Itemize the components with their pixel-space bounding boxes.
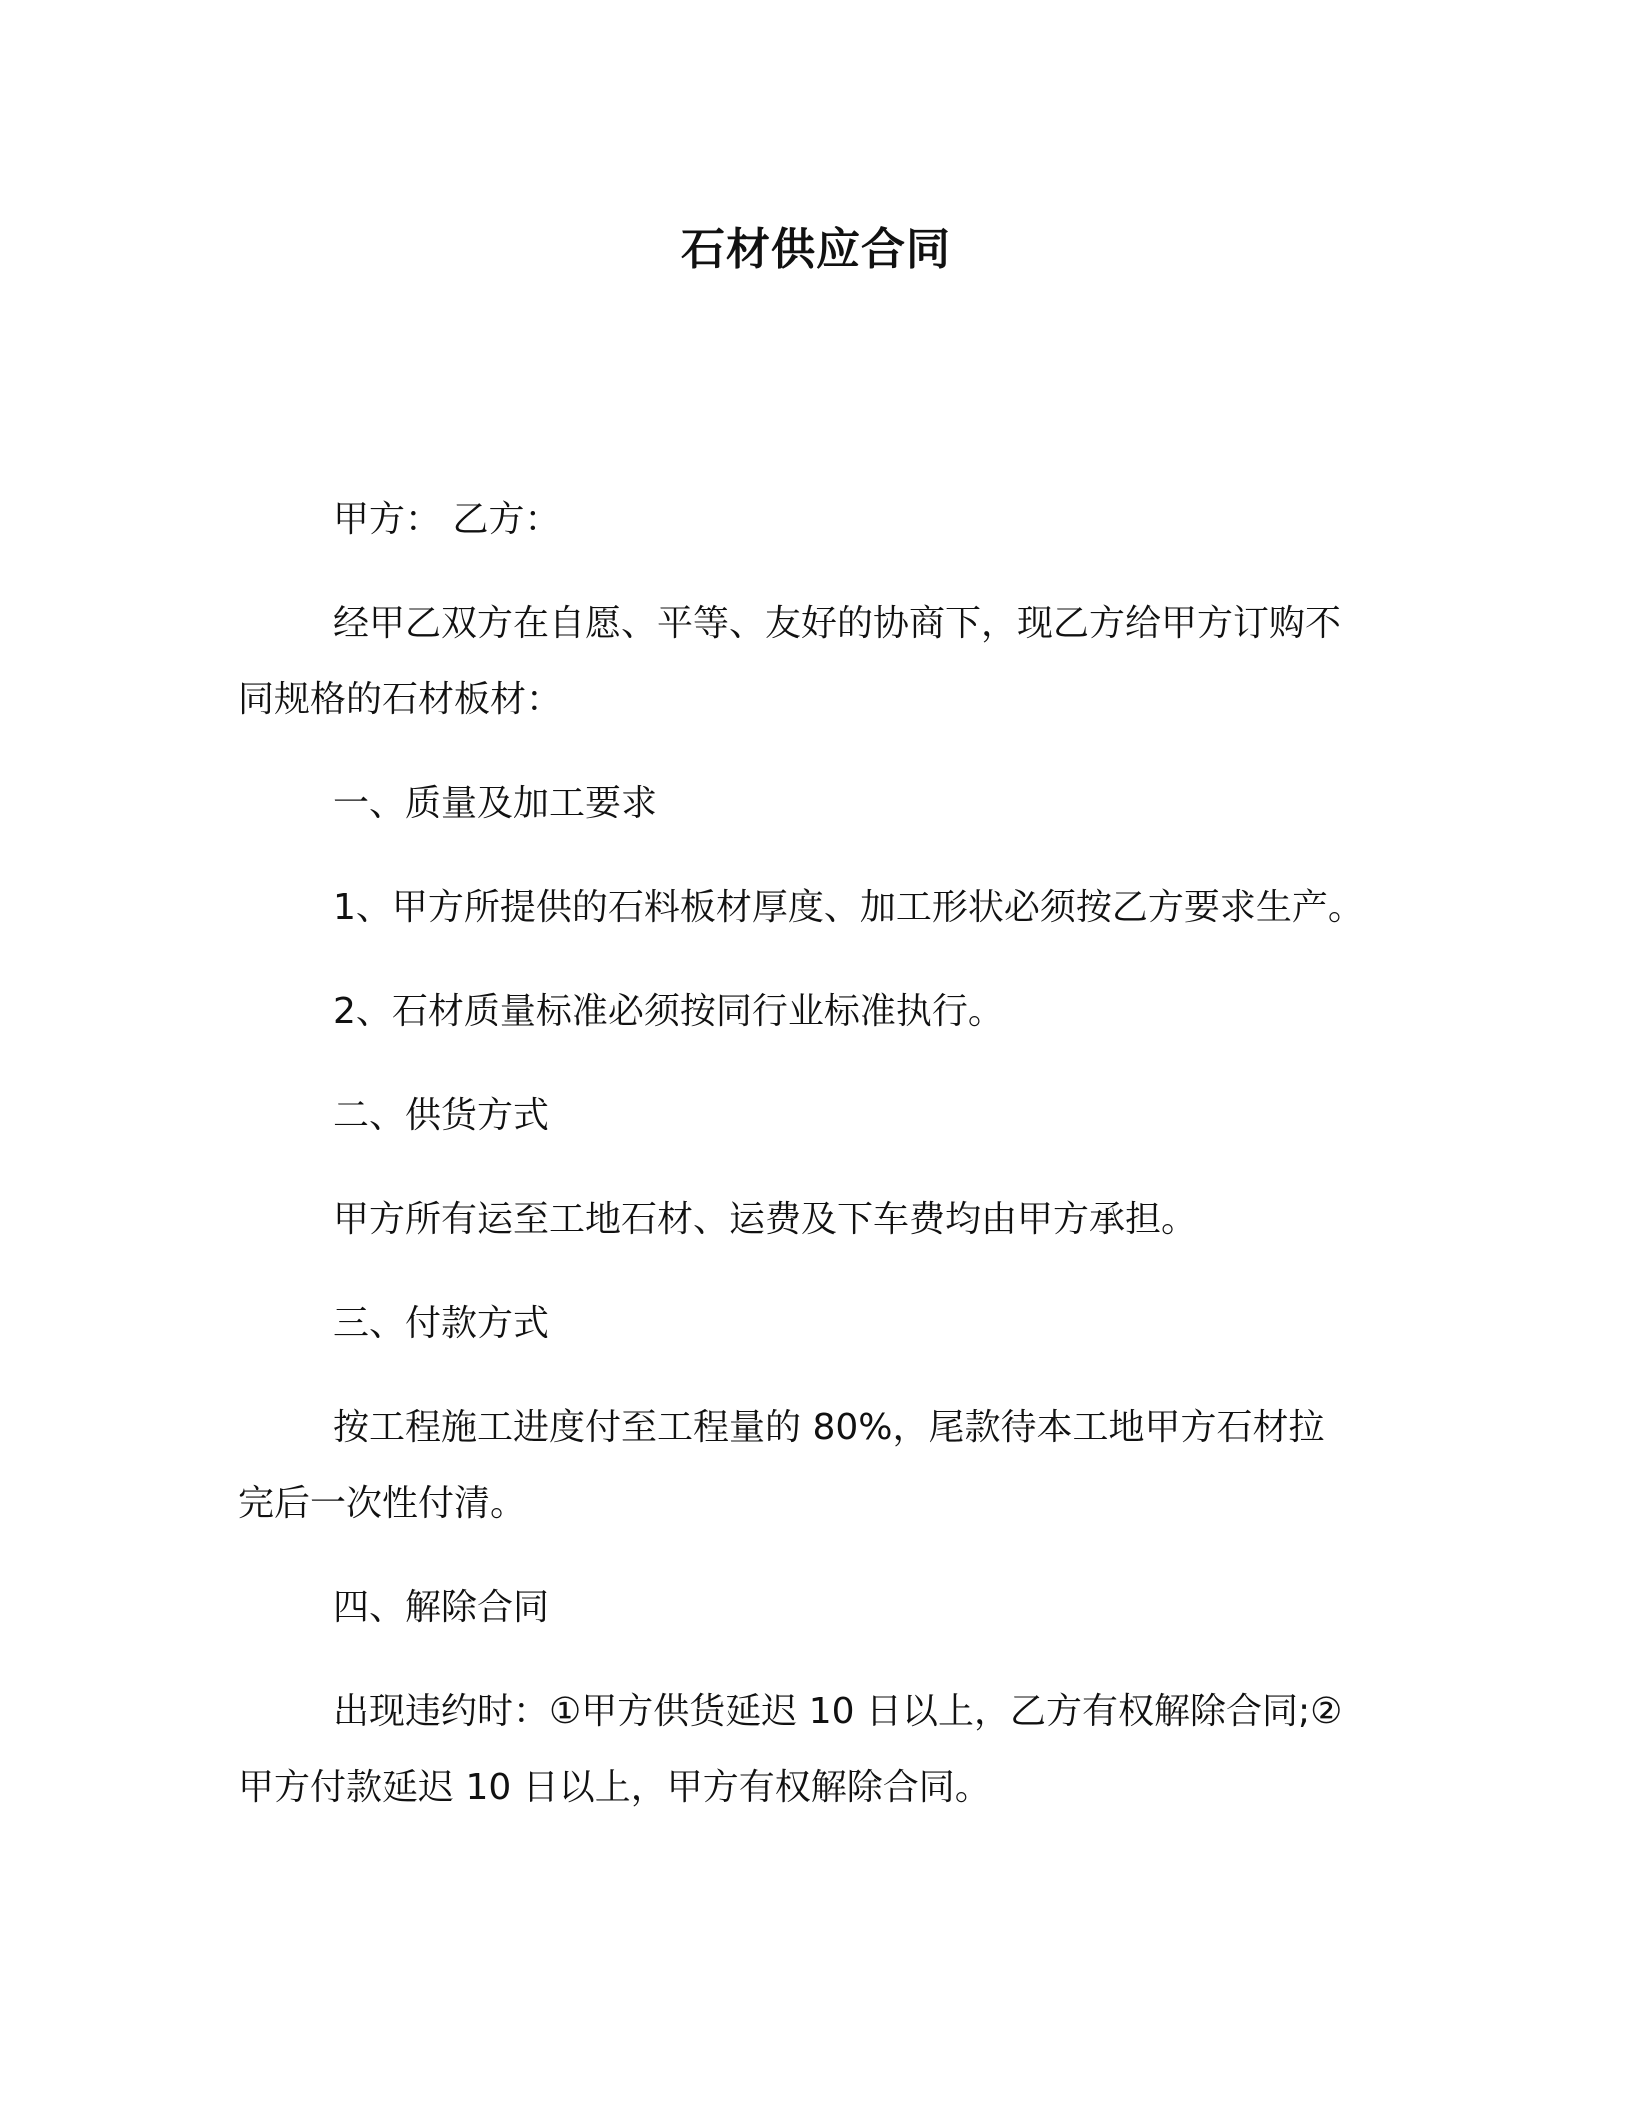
section-4-paragraph-line-2: 甲方付款延迟 10 日以上，甲方有权解除合同。	[238, 1767, 991, 1808]
document-title: 石材供应合同	[681, 224, 951, 275]
intro-paragraph-line-2: 同规格的石材板材：	[238, 679, 563, 720]
section-4-paragraph-line-1: 出现违约时：①甲方供货延迟 10 日以上，乙方有权解除合同;②	[333, 1691, 1343, 1732]
section-1-heading: 一、质量及加工要求	[333, 783, 658, 824]
section-3-heading: 三、付款方式	[333, 1303, 550, 1344]
section-2-paragraph: 甲方所有运至工地石材、运费及下车费均由甲方承担。	[333, 1199, 1198, 1240]
section-3-paragraph-line-1: 按工程施工进度付至工程量的 80%，尾款待本工地甲方石材拉	[333, 1407, 1325, 1448]
section-1-item-2: 2、石材质量标准必须按同行业标准执行。	[333, 991, 1004, 1032]
parties-line: 甲方： 乙方：	[333, 499, 561, 540]
section-4-heading: 四、解除合同	[333, 1587, 550, 1628]
section-1-item-1: 1、甲方所提供的石料板材厚度、加工形状必须按乙方要求生产。	[333, 887, 1364, 928]
section-3-paragraph-line-2: 完后一次性付清。	[238, 1483, 527, 1524]
section-2-heading: 二、供货方式	[333, 1095, 550, 1136]
intro-paragraph-line-1: 经甲乙双方在自愿、平等、友好的协商下，现乙方给甲方订购不	[333, 603, 1342, 644]
